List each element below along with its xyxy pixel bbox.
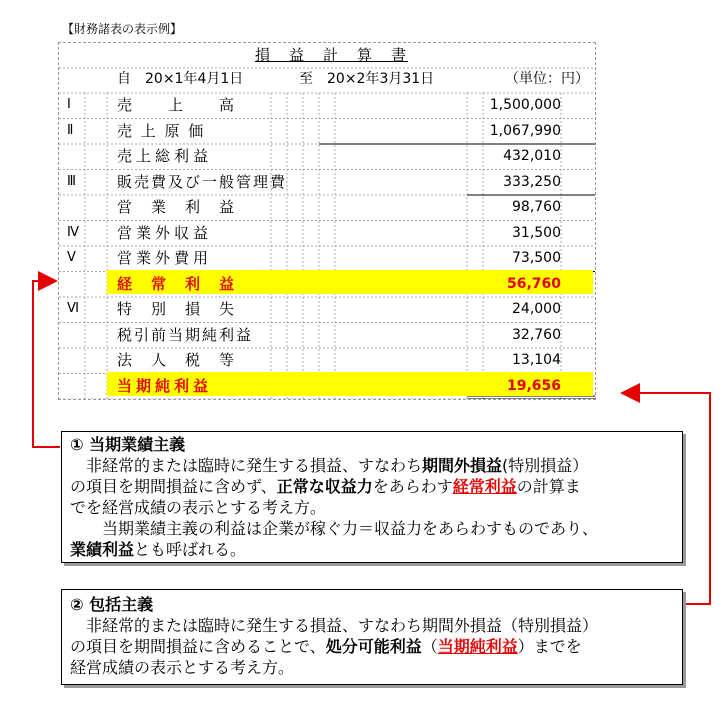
row-number: Ⅱ: [67, 122, 74, 138]
box1-line2c: をあらわす: [372, 477, 453, 496]
row-label: 営業外収益: [117, 223, 213, 242]
box2-line1: 非経常的または臨時に発生する損益、すなわち期間外損益（特別損益）: [70, 616, 599, 635]
row-value: 98,760: [512, 199, 561, 215]
current-performance-box: [61, 431, 683, 563]
box1-line2b: 正常な収益力: [276, 477, 373, 496]
row-label: 営 業 利 益: [117, 198, 237, 216]
box2-line2a: の項目を期間損益に含めることで、: [70, 637, 326, 656]
row-label: 営業外費用: [117, 249, 213, 267]
box2-line2c: （: [421, 637, 438, 656]
row-number: Ⅵ: [67, 301, 79, 316]
row-value: 1,500,000: [489, 97, 561, 113]
box2-title: ② 包括主義: [70, 595, 154, 614]
box1-title: ① 当期業績主義: [70, 435, 186, 454]
box2-line2b: 処分可能利益: [325, 637, 422, 656]
row-number: Ⅳ: [67, 224, 79, 240]
box1-line1a: 非経常的または臨時に発生する損益、すなわち: [70, 456, 423, 475]
row-label: 売上総利益: [117, 147, 213, 165]
box1-line1b: 期間外損益: [422, 456, 503, 475]
period-from: 自 20×1年4月1日: [117, 71, 244, 87]
row-label: 法 人 税 等: [117, 351, 237, 369]
row-number: Ⅰ: [67, 97, 71, 112]
row-value: 333,250: [503, 173, 561, 190]
box2-line2d: 当期純利益: [437, 637, 518, 656]
row-value: 1,067,990: [489, 122, 561, 139]
box1-line4: 当期業績主義の利益は企業が稼ぐ力＝収益力をあらわすものであり、: [70, 519, 599, 538]
statement-title: 損 益 計 算 書: [255, 46, 409, 64]
caption: 【財務諸表の表示例】: [62, 22, 183, 36]
row-label: 税引前当期純利益: [117, 325, 254, 344]
row-label: 当期純利益: [117, 376, 213, 395]
row-value: 24,000: [512, 301, 561, 317]
row-label: 売 上 原 価: [117, 121, 206, 140]
row-label: 特 別 損 失: [117, 300, 237, 318]
row-label: 売 上 高: [117, 96, 237, 114]
row-value: 432,010: [503, 148, 561, 164]
row-value: 31,500: [512, 224, 561, 241]
box1-line2e: の計算ま: [516, 477, 581, 496]
row-label: 販売費及び一般管理費: [117, 172, 288, 191]
row-label: 経 常 利 益: [117, 274, 237, 293]
comprehensive-box: [61, 589, 683, 685]
box2-line2e: ）までを: [517, 637, 582, 656]
box1-line2d: 経常利益: [452, 477, 517, 496]
row-value: 73,500: [512, 250, 561, 266]
row-value: 56,760: [506, 275, 561, 292]
unit-label: （単位：円）: [505, 71, 589, 87]
row-value: 13,104: [512, 352, 561, 368]
box1-line1c: (特別損益）: [502, 456, 589, 475]
box1-line5b: とも呼ばれる。: [134, 540, 247, 559]
period-to: 至 20×2年3月31日: [299, 71, 435, 87]
box2-line3: 経営成績の表示とする考え方。: [70, 658, 295, 677]
row-number: Ⅴ: [67, 250, 76, 265]
row-number: Ⅲ: [67, 173, 76, 189]
row-value: 19,656: [506, 377, 561, 394]
row-value: 32,760: [512, 326, 561, 343]
box1-line3: でを経営成績の表示とする考え方。: [70, 498, 327, 517]
box1-line2a: の項目を期間損益に含めず、: [70, 477, 277, 496]
arrow-to-ordinary-profit: [33, 281, 60, 447]
box1-line5a: 業績利益: [70, 540, 135, 559]
